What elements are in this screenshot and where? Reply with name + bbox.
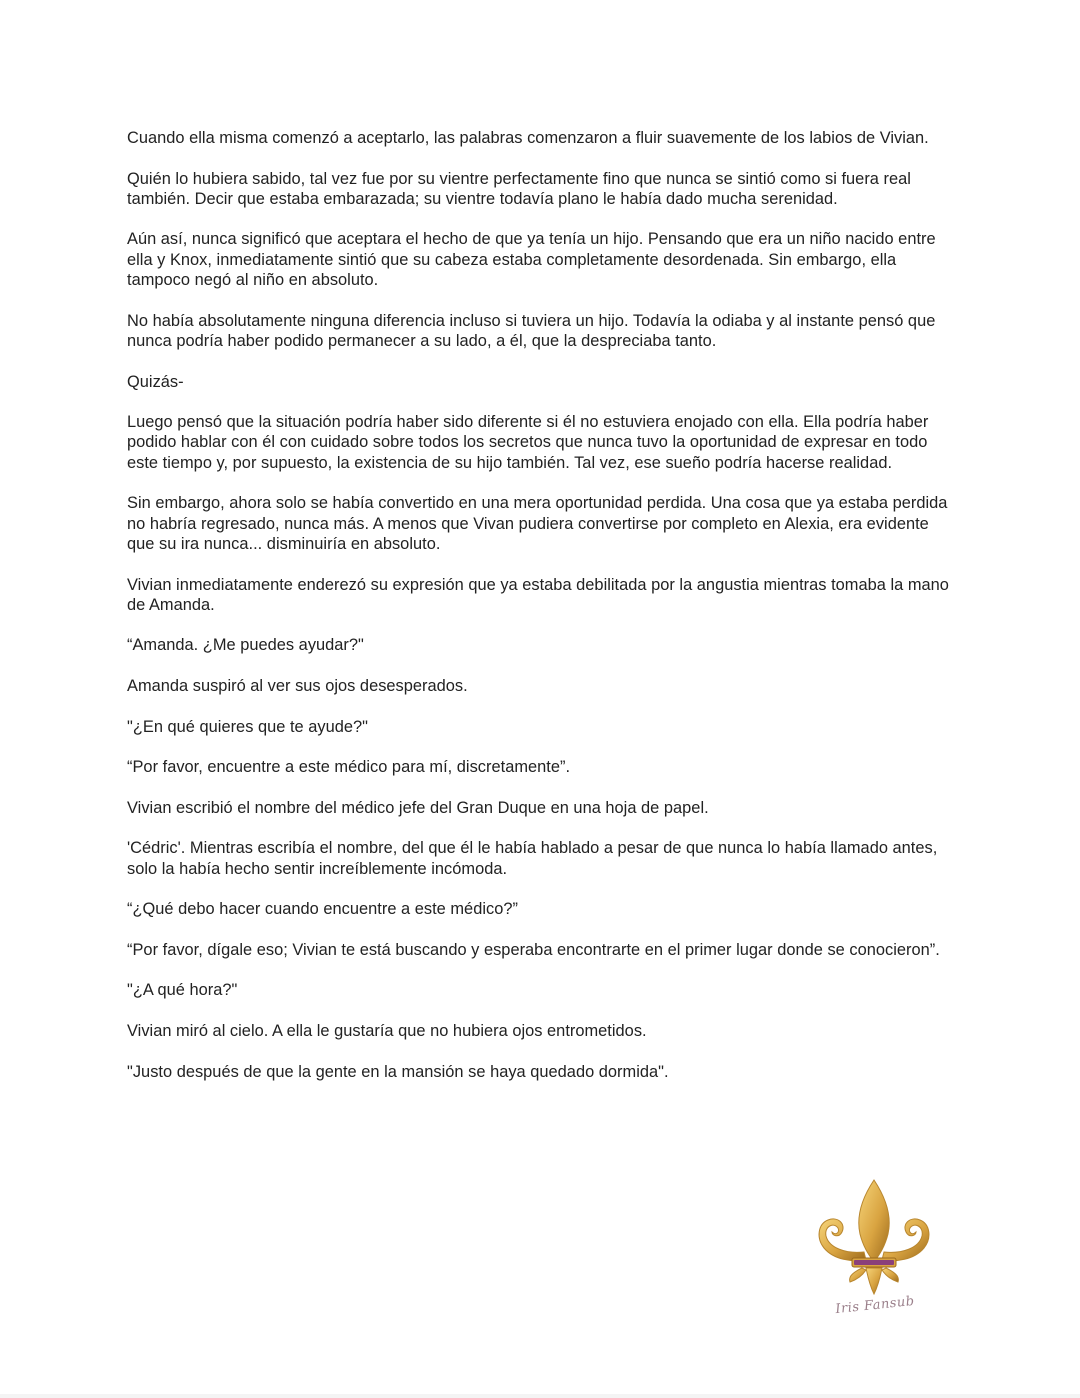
paragraph: Vivian escribió el nombre del médico jefe del Gran Duque en una hoja de papel. xyxy=(127,798,709,817)
paragraph: 'Cédric'. Mientras escribía el nombre, del que él le había hablado a pesar de que nunca lo había llamado antes, solo la había hecho sentir increíblemente incómoda. xyxy=(127,839,938,878)
paragraph: Quizás- xyxy=(127,372,184,391)
paragraph: Sin embargo, ahora solo se había convertido en una mera oportunidad perdida. Una cosa que ya estaba perdida no habría regresado, nunca más. A menos que Vivan pudiera convertirse por completo en Alexia, era evidente que su ira nunca... disminuiría en absoluto. xyxy=(127,494,948,553)
paragraph: Vivian inmediatamente enderezó su expresión que ya estaba debilitada por la angustia mientras tomaba la mano de Amanda. xyxy=(127,575,949,614)
paragraph: Cuando ella misma comenzó a aceptarlo, las palabras comenzaron a fluir suavemente de los labios de Vivian. xyxy=(127,129,929,147)
watermark-caption: Iris Fansub xyxy=(834,1293,916,1318)
dialogue-line: "¿En qué quieres que te ayude?" xyxy=(127,717,368,736)
dialogue-line: "Justo después de que la gente en la mansión se haya quedado dormida". xyxy=(127,1062,669,1081)
paragraph: Quién lo hubiera sabido, tal vez fue por su vientre perfectamente fino que nunca se sintió como si fuera real también. Decir que estaba embarazada; su vientre todavía plano le había dado mucha serenidad. xyxy=(127,169,911,208)
document-body xyxy=(127,128,957,1102)
dialogue-line: “Amanda. ¿Me puedes ayudar?" xyxy=(127,636,364,655)
page-bottom-edge xyxy=(0,1394,1080,1398)
paragraph: No había absolutamente ninguna diferencia incluso si tuviera un hijo. Todavía la odiaba y al instante pensó que nunca podría haber podido permanecer a su lado, a él, que la despreciaba tanto. xyxy=(127,311,936,350)
paragraph: Aún así, nunca significó que aceptara el hecho de que ya tenía un hijo. Pensando que era un niño nacido entre ella y Knox, inmediatamente sintió que su cabeza estaba completamente desordenada. Sin embargo, ella tampoco negó al niño en absoluto. xyxy=(127,230,936,290)
dialogue-line: "¿A qué hora?" xyxy=(127,981,238,1000)
dialogue-line: “¿Qué debo hacer cuando encuentre a este médico?” xyxy=(127,900,518,919)
paragraph: Amanda suspiró al ver sus ojos desesperados. xyxy=(127,677,468,696)
dialogue-line: “Por favor, encuentre a este médico para mí, discretamente”. xyxy=(127,758,571,777)
dialogue-line: “Por favor, dígale eso; Vivian te está buscando y esperaba encontrarte en el primer lugar donde se conocieron”. xyxy=(127,940,940,959)
paragraph: Luego pensó que la situación podría haber sido diferente si él no estuviera enojado con ella. Ella podría haber podido hablar con él con cuidado sobre todos los secretos que nunca tuvo la oportunidad de expresar en todo este tiempo y, por supuesto, la existencia de su hijo también. Tal vez, ese sueño podría hacerse realidad. xyxy=(127,413,929,472)
paragraph: Vivian miró al cielo. A ella le gustaría que no hubiera ojos entrometidos. xyxy=(127,1022,647,1041)
